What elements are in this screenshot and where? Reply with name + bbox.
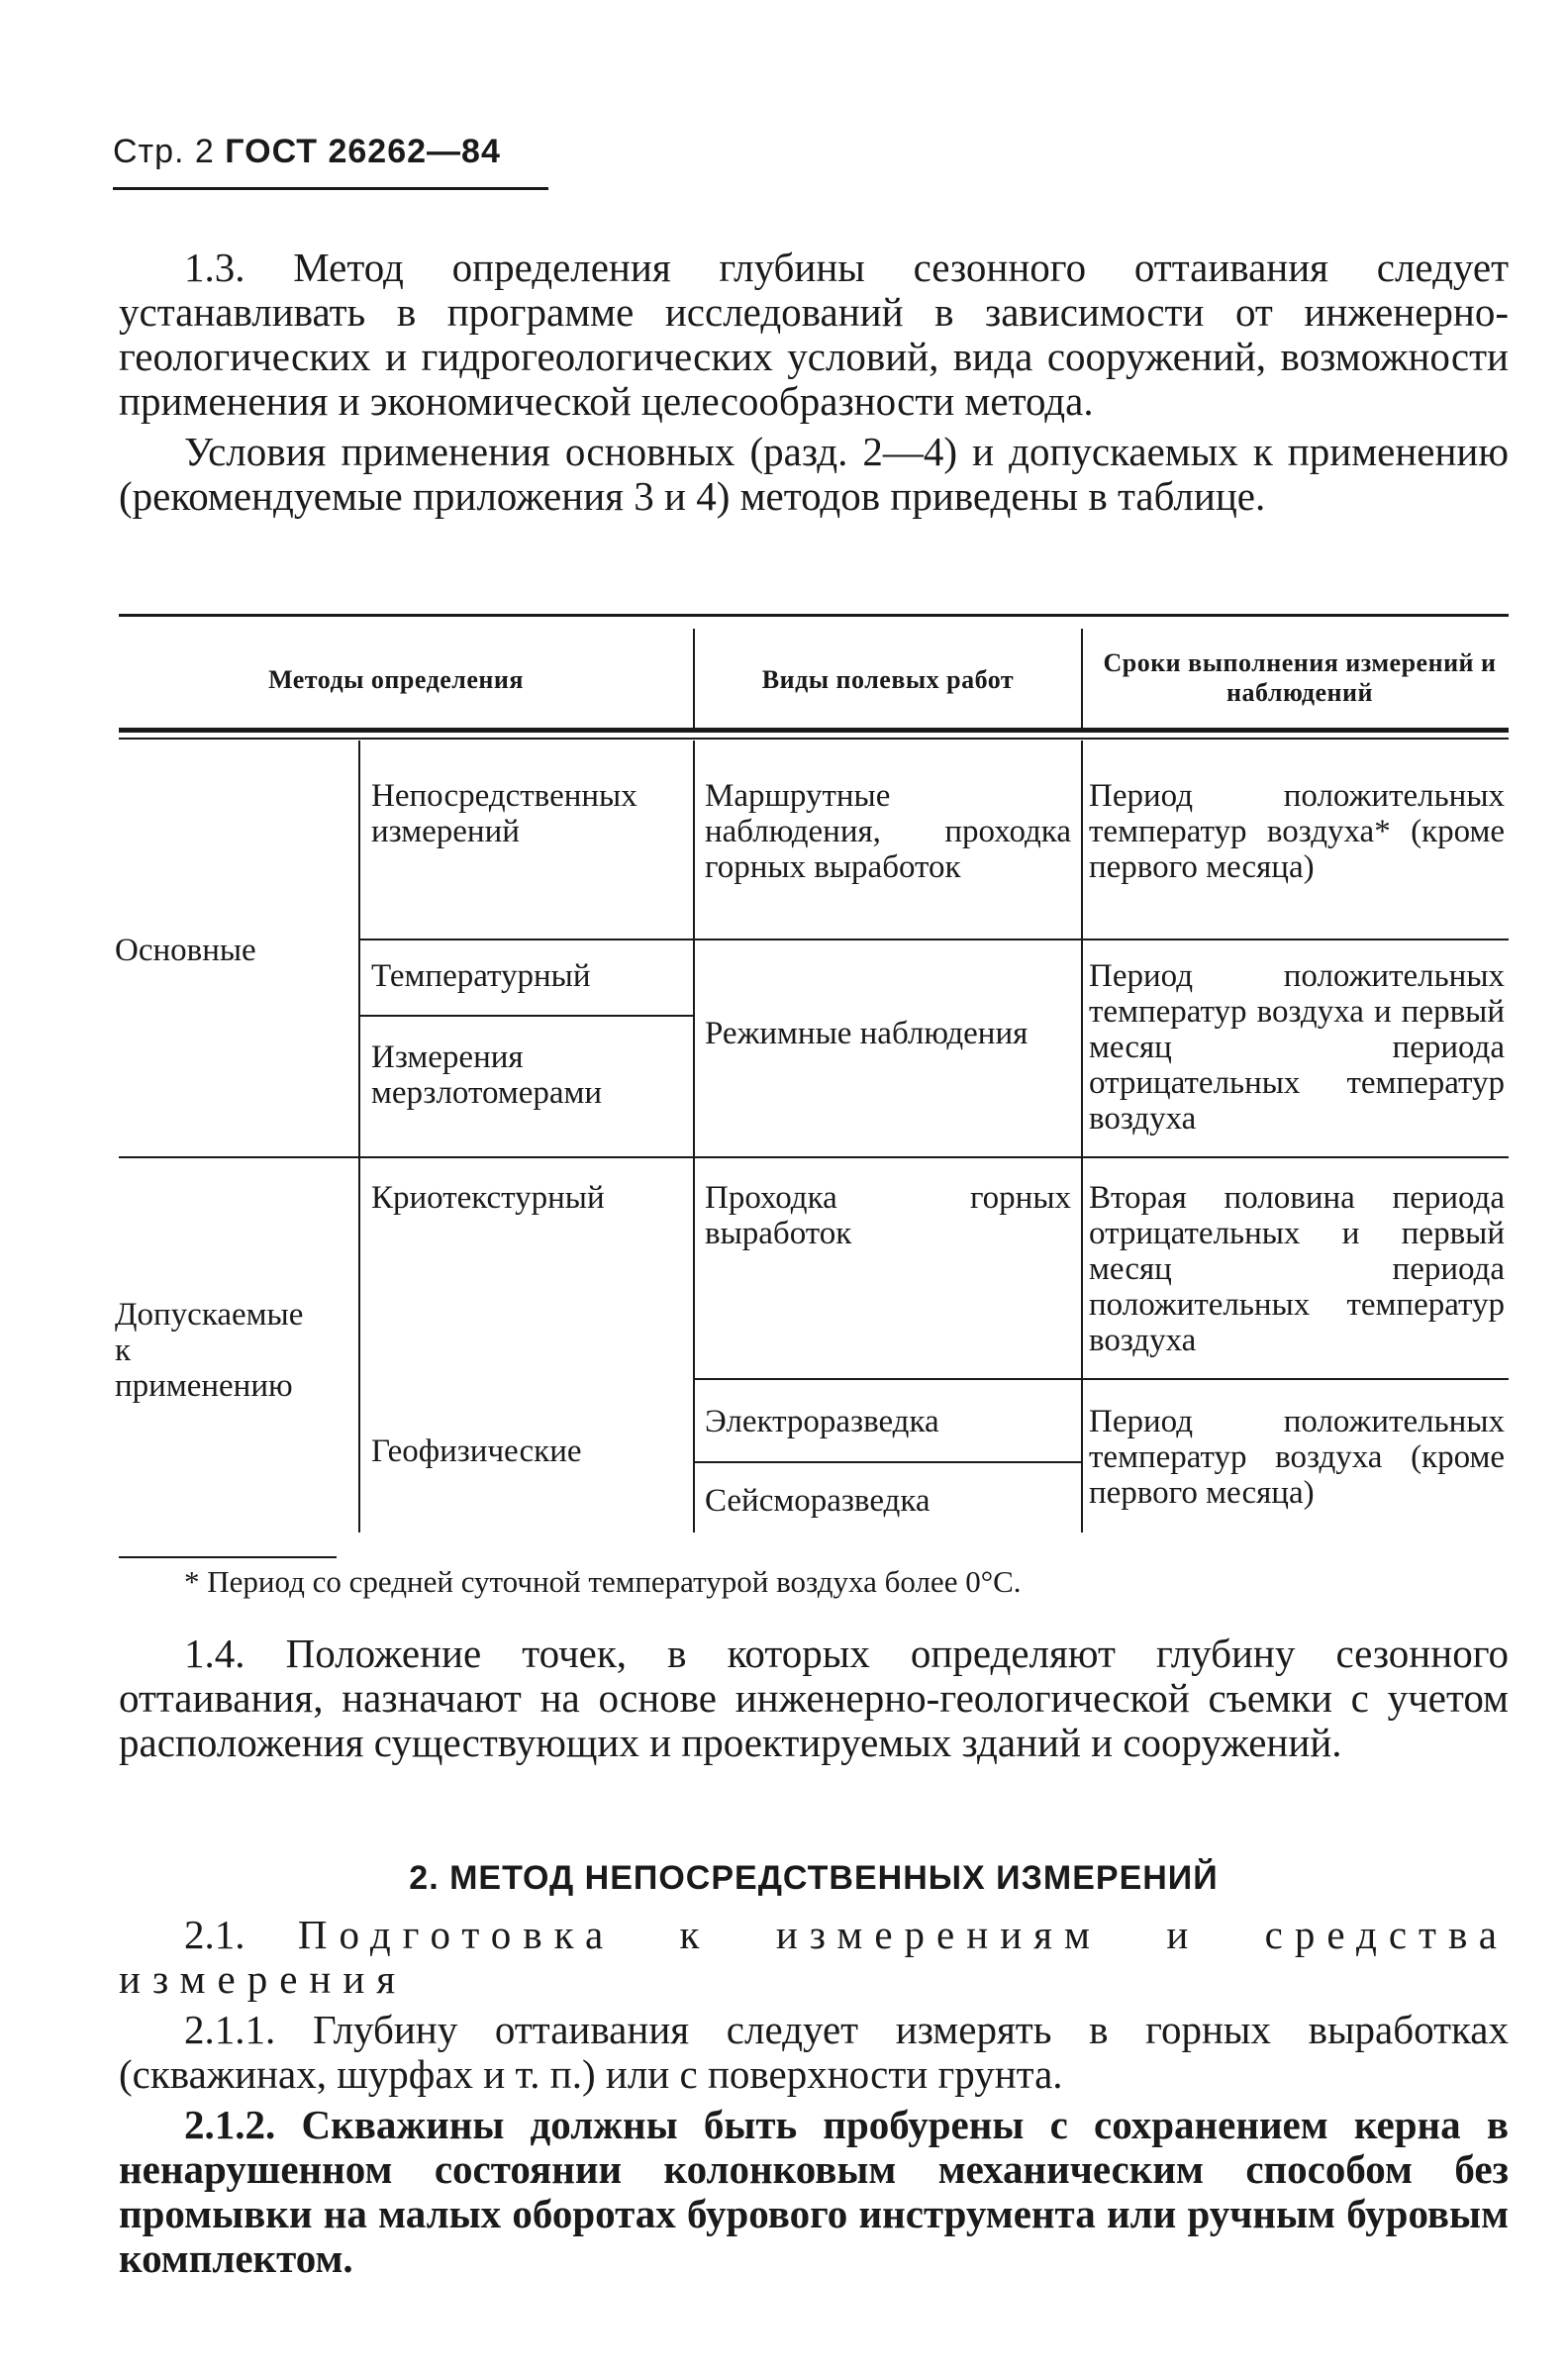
clause-1-3-text: 1.3. Метод определения глубины сезонного оттаивания следует устанавливать в программе исследований в зависимости от инженерно-геологических и гидрогеологических условий, вида сооружений, возможности применения и экономической целесообразности метода. [119, 245, 1509, 424]
page-header [113, 133, 501, 171]
work-route: Маршрутные наблюдения, проходка горных выработок [705, 778, 1071, 885]
footnote-rule [119, 1556, 337, 1558]
row-rule-3 [693, 1378, 1509, 1380]
header-rule [113, 187, 548, 190]
term-3: Вторая половина периода отрицательных и первый месяц периода положительных температур воздуха [1089, 1180, 1505, 1358]
clause-1-3-conditions: Условия применения основных (разд. 2—4) и допускаемых к применению (рекомендуемые приложения 3 и 4) методов приведены в таблице. [119, 429, 1509, 519]
term-1: Период положительных температур воздуха* (кроме первого месяца) [1089, 778, 1505, 885]
row-rule-4 [693, 1461, 1081, 1463]
term-2: Период положительных температур воздуха и первый месяц периода отрицательных температур воздуха [1089, 958, 1505, 1137]
clause-1-4-text: 1.4. Положение точек, в которых определяют глубину сезонного оттаивания, назначают на основе инженерно-геологической съемки с учетом расположения существующих и проектируемых зданий и сооружений. [119, 1631, 1509, 1765]
work-electro: Электроразведка [705, 1404, 939, 1439]
work-pits: Проходка горных выработок [705, 1180, 1071, 1251]
header-divider-2 [1081, 629, 1083, 728]
clause-2-1-1: 2.1.1. Глубину оттаивания следует измерять в горных выработках (скважинах, шурфах и т. п.) или с поверхности грунта. [119, 2007, 1509, 2097]
header-terms: Сроки выполнения измерений и наблюдений [1103, 648, 1497, 707]
work-regime: Режимные наблюдения [705, 1016, 1029, 1051]
header-works: Виды полевых работ [761, 665, 1015, 694]
body-divider-2 [693, 741, 695, 1533]
clause-2-1-2: 2.1.2. Скважины должны быть пробурены с сохранением керна в ненарушенном состоянии колонковым механическим способом без промывки на малых оборотах бурового инструмента или ручным буровым комплектом. [119, 2102, 1509, 2281]
clause-2-1-heading: Подготовка к измерениям и средства измерения [119, 1912, 1509, 2002]
method-geophysical: Геофизические [371, 1434, 582, 1469]
table-header-rule [119, 728, 1509, 733]
method-cryotexture: Криотекстурный [371, 1180, 605, 1216]
table-top-rule [119, 614, 1509, 617]
method-frost-gauge: Измерения мерзлотомерами [371, 1039, 603, 1111]
method-temperature: Температурный [371, 958, 591, 994]
clause-2-1-number: 2.1. [184, 1912, 245, 1957]
header-methods: Методы определения [268, 665, 524, 694]
footnote: * Период со средней суточной температурой воздуха более 0°С. [184, 1564, 1022, 1599]
body-divider-1 [358, 741, 360, 1533]
page-number: Стр. 2 [113, 133, 215, 170]
term-4: Период положительных температур воздуха (кроме первого месяца) [1089, 1404, 1505, 1511]
group-rule [119, 1156, 1509, 1158]
method-direct: Непосредственных измерений [371, 778, 637, 849]
clause-1-4 [119, 1632, 1509, 1765]
standard-number: ГОСТ 26262—84 [225, 133, 501, 170]
section-2-body [119, 1913, 1509, 2281]
clause-2-1 [119, 1913, 1509, 2002]
section-2-title: 2. МЕТОД НЕПОСРЕДСТВЕННЫХ ИЗМЕРЕНИЙ [409, 1859, 1219, 1897]
clause-1-3 [119, 246, 1509, 519]
row-rule-2 [358, 1015, 693, 1017]
table-header-rule-thin [119, 738, 1509, 740]
row-rule-1 [358, 939, 1509, 940]
group-allowed: Допускаемые к применению [115, 1297, 304, 1404]
group-main: Основные [115, 933, 256, 968]
work-seismic: Сейсморазведка [705, 1483, 931, 1519]
header-divider-1 [693, 629, 695, 728]
body-divider-3 [1081, 741, 1083, 1533]
